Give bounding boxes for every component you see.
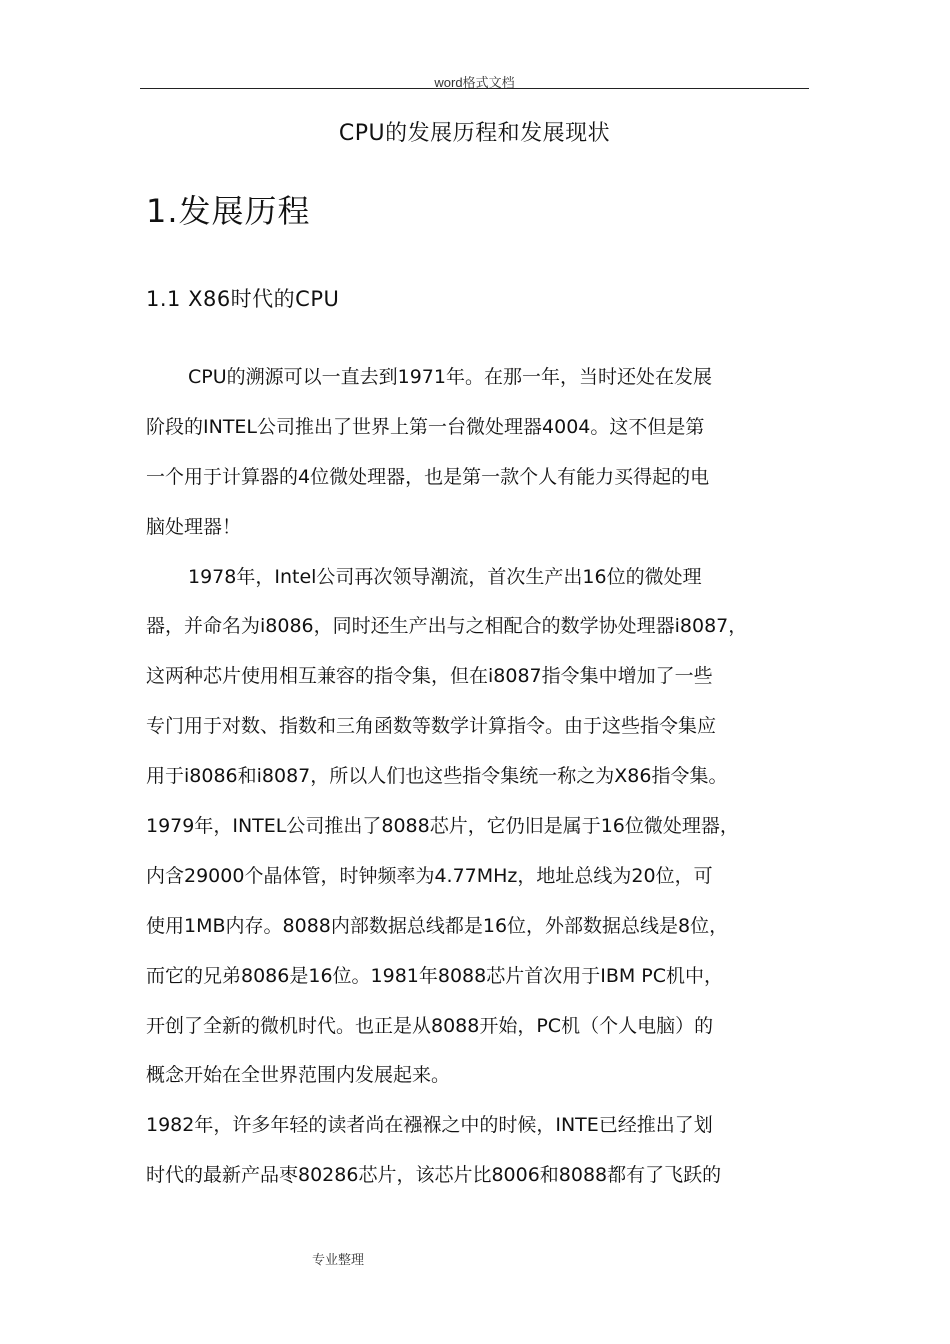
paragraph-line: 阶段的INTEL公司推出了世界上第一台微处理器4004。这不但是第 <box>146 415 705 438</box>
subsection-heading: 1.1 X86时代的CPU <box>146 287 340 311</box>
paragraph-line: 1979年，INTEL公司推出了8088芯片，它仍旧是属于16位微处理器， <box>146 815 739 838</box>
paragraph-line: 时代的最新产品枣80286芯片，该芯片比8006和8088都有了飞跃的 <box>146 1164 722 1187</box>
paragraph-line: 器，并命名为i8086，同时还生产出与之相配合的数学协处理器i8087， <box>146 615 748 638</box>
document-title: CPU的发展历程和发展现状 <box>338 121 611 146</box>
paragraph-line: 开创了全新的微机时代。也正是从8088开始，PC机（个人电脑）的 <box>146 1014 714 1037</box>
paragraph-line: 概念开始在全世界范围内发展起来。 <box>146 1064 451 1087</box>
paragraph-line: 一个用于计算器的4位微处理器，也是第一款个人有能力买得起的电 <box>146 465 710 488</box>
paragraph-line: 脑处理器！ <box>146 515 242 538</box>
paragraph-line: 专门用于对数、指数和三角函数等数学计算指令。由于这些指令集应 <box>146 715 717 738</box>
page-footer-label: 专业整理 <box>312 1253 365 1268</box>
paragraph-line: 使用1MB内存。8088内部数据总线都是16位，外部数据总线是8位， <box>146 914 729 937</box>
paragraph-line: CPU的溯源可以一直去到1971年。在那一年，当时还处在发展 <box>188 366 712 388</box>
page-header-label: word格式文档 <box>434 75 515 90</box>
paragraph-line: 这两种芯片使用相互兼容的指令集，但在i8087指令集中增加了一些 <box>146 665 713 688</box>
paragraph-line: 而它的兄弟8086是16位。1981年8088芯片首次用于IBM PC机中， <box>146 964 724 987</box>
body-text <box>146 353 810 1201</box>
section-heading: 1.发展历程 <box>146 192 311 230</box>
paragraph-line: 内含29000个晶体管，时钟频率为4.77MHz，地址总线为20位，可 <box>146 864 713 887</box>
header-divider <box>140 88 809 89</box>
paragraph-line: 1978年，Intel公司再次领导潮流，首次生产出16位的微处理 <box>188 565 702 588</box>
paragraph-line: 1982年，许多年轻的读者尚在襁褓之中的时候，INTE已经推出了划 <box>146 1114 713 1137</box>
paragraph-line: 用于i8086和i8087，所以人们也这些指令集统一称之为X86指令集。 <box>146 765 728 788</box>
